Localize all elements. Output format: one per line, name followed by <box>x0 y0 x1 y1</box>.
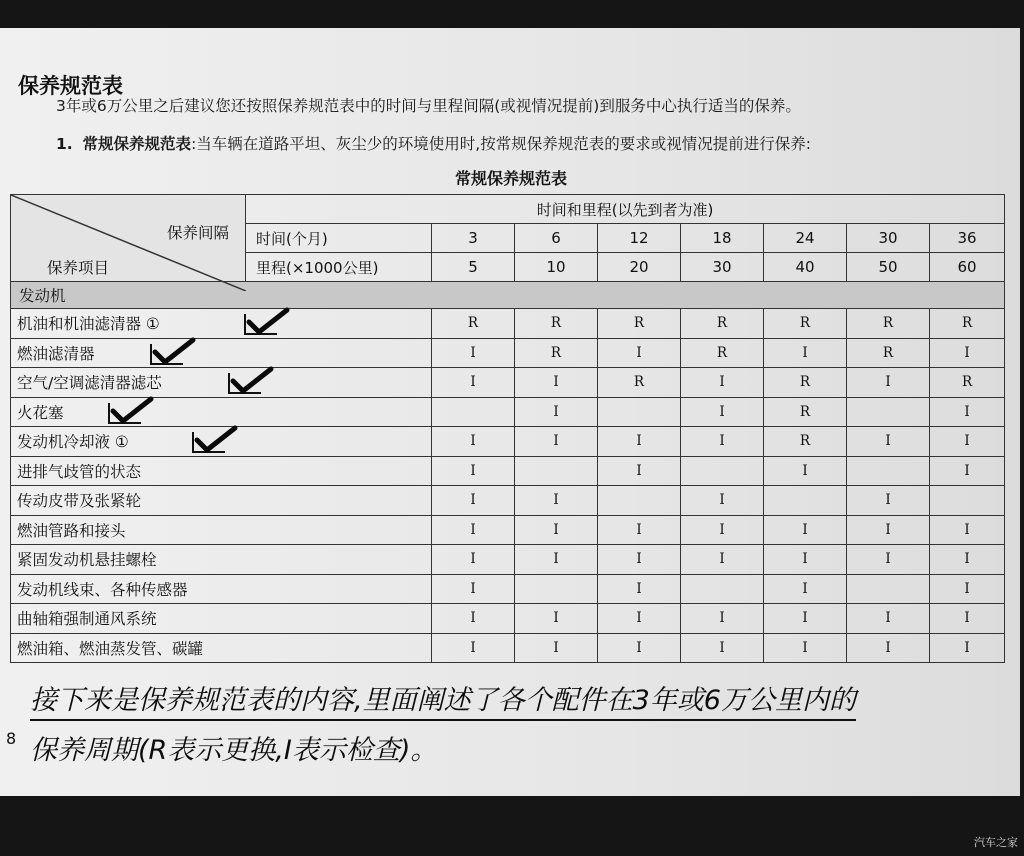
item-name <box>11 486 432 516</box>
interval-value: I <box>515 368 598 398</box>
mileage-header: 40 <box>764 253 847 282</box>
table-row <box>11 574 1005 604</box>
interval-value: I <box>764 338 847 368</box>
interval-value: I <box>681 397 764 427</box>
maintenance-table <box>10 194 1005 663</box>
month-header: 12 <box>598 224 681 253</box>
manual-page <box>0 28 1020 796</box>
item-name <box>11 338 432 368</box>
interval-value <box>764 486 847 516</box>
interval-value: I <box>764 574 847 604</box>
interval-value: I <box>681 604 764 634</box>
interval-value: I <box>432 574 515 604</box>
table-row <box>11 633 1005 663</box>
interval-value: R <box>681 338 764 368</box>
interval-value: I <box>515 545 598 575</box>
mileage-header: 10 <box>515 253 598 282</box>
intro-text: 3年或6万公里之后建议您还按照保养规范表中的时间与里程间隔(或视情况提前)到服务中心执行适当的保养。 <box>56 97 801 115</box>
interval-value: I <box>432 486 515 516</box>
table-row <box>11 515 1005 545</box>
interval-value: R <box>515 338 598 368</box>
interval-value: I <box>432 427 515 457</box>
interval-value: R <box>764 397 847 427</box>
interval-value: I <box>515 604 598 634</box>
interval-value: R <box>930 309 1005 339</box>
item-label: 发动机线束、各种传感器 <box>17 580 188 599</box>
item-label: 紧固发动机悬挂螺栓 <box>17 551 157 570</box>
interval-value: R <box>681 309 764 339</box>
table-row <box>11 338 1005 368</box>
item-name <box>11 368 432 398</box>
interval-value: I <box>847 604 930 634</box>
interval-value: I <box>598 456 681 486</box>
interval-value: I <box>432 456 515 486</box>
month-header: 24 <box>764 224 847 253</box>
interval-value <box>432 397 515 427</box>
interval-value: I <box>764 515 847 545</box>
watermark: 汽车之家 <box>974 836 1018 849</box>
interval-value <box>598 486 681 516</box>
item-name <box>11 515 432 545</box>
interval-value: I <box>847 515 930 545</box>
check-mark-icon <box>191 424 239 454</box>
item-label: 保养项目 <box>47 259 110 277</box>
section-number: 1. <box>56 135 73 153</box>
interval-value: I <box>432 604 515 634</box>
interval-value: R <box>764 427 847 457</box>
section-engine: 发动机 <box>11 282 1005 309</box>
item-label: 燃油箱、燃油蒸发管、碳罐 <box>17 639 204 658</box>
interval-value: I <box>847 486 930 516</box>
item-label: 曲轴箱强制通风系统 <box>17 610 157 629</box>
table-row <box>11 604 1005 634</box>
interval-value: I <box>764 633 847 663</box>
interval-value: R <box>764 368 847 398</box>
interval-value: I <box>515 427 598 457</box>
table-row <box>11 309 1005 339</box>
interval-value: I <box>515 397 598 427</box>
month-header: 3 <box>432 224 515 253</box>
table-row <box>11 545 1005 575</box>
item-label: 传动皮带及张紧轮 <box>17 492 142 511</box>
interval-value: I <box>681 545 764 575</box>
interval-value: I <box>847 427 930 457</box>
interval-value: I <box>681 633 764 663</box>
interval-value <box>930 486 1005 516</box>
mileage-label: 里程(×1000公里) <box>246 253 432 282</box>
item-name <box>11 633 432 663</box>
interval-value: I <box>598 338 681 368</box>
mileage-header: 60 <box>930 253 1005 282</box>
interval-value <box>847 397 930 427</box>
interval-value: I <box>930 545 1005 575</box>
item-label: 燃油滤清器 <box>17 344 95 363</box>
section-intro <box>56 132 811 154</box>
table-row <box>11 397 1005 427</box>
item-label: 发动机冷却液 ① <box>17 433 129 452</box>
interval-value: R <box>432 309 515 339</box>
interval-value: I <box>515 486 598 516</box>
annotation-line-2: 保养周期(R表示更换,I表示检查)。 <box>30 735 438 766</box>
interval-value: I <box>847 633 930 663</box>
month-header: 18 <box>681 224 764 253</box>
interval-label: 保养间隔 <box>166 224 229 242</box>
annotation-line-1: 接下来是保养规范表的内容,里面阐述了各个配件在3年或6万公里内的 <box>30 678 856 721</box>
item-name <box>11 397 432 427</box>
interval-value <box>598 397 681 427</box>
interval-value: I <box>598 574 681 604</box>
interval-value: I <box>930 604 1005 634</box>
interval-value: I <box>681 427 764 457</box>
interval-value: I <box>598 515 681 545</box>
item-label: 空气/空调滤清器滤芯 <box>17 374 162 393</box>
interval-value <box>681 456 764 486</box>
interval-value: I <box>598 427 681 457</box>
interval-value: I <box>930 515 1005 545</box>
interval-value: I <box>764 456 847 486</box>
table-row <box>11 486 1005 516</box>
check-mark-icon <box>107 395 155 425</box>
interval-value <box>847 574 930 604</box>
interval-value: I <box>930 456 1005 486</box>
interval-value: I <box>598 604 681 634</box>
table-title: 常规保养规范表 <box>455 169 568 188</box>
month-header: 6 <box>515 224 598 253</box>
interval-value: R <box>515 309 598 339</box>
interval-value: I <box>930 427 1005 457</box>
interval-value <box>847 456 930 486</box>
interval-value <box>515 574 598 604</box>
interval-value: I <box>598 633 681 663</box>
month-header: 30 <box>847 224 930 253</box>
interval-value <box>681 574 764 604</box>
item-name <box>11 545 432 575</box>
interval-value: R <box>847 309 930 339</box>
item-label: 机油和机油滤清器 ① <box>17 315 160 334</box>
interval-value: I <box>432 633 515 663</box>
check-mark-icon <box>149 336 197 366</box>
item-name <box>11 427 432 457</box>
interval-value <box>515 456 598 486</box>
interval-value: R <box>847 338 930 368</box>
interval-value: R <box>598 368 681 398</box>
interval-value: R <box>764 309 847 339</box>
diagonal-header-cell <box>11 195 246 282</box>
interval-value: I <box>432 545 515 575</box>
table-row <box>11 456 1005 486</box>
interval-value: I <box>847 545 930 575</box>
interval-value: I <box>681 515 764 545</box>
mileage-header: 30 <box>681 253 764 282</box>
interval-value: I <box>598 545 681 575</box>
item-label: 燃油管路和接头 <box>17 521 126 540</box>
interval-value: I <box>681 486 764 516</box>
table-row <box>11 368 1005 398</box>
interval-value: I <box>432 515 515 545</box>
section-text: :当车辆在道路平坦、灰尘少的环境使用时,按常规保养规范表的要求或视情况提前进行保养: <box>191 135 811 153</box>
month-header: 36 <box>930 224 1005 253</box>
interval-value: I <box>515 633 598 663</box>
item-name <box>11 574 432 604</box>
interval-value: I <box>930 633 1005 663</box>
item-name <box>11 309 432 339</box>
page-title: 保养规范表 <box>18 74 123 98</box>
item-label: 火花塞 <box>17 403 64 422</box>
interval-value: I <box>432 368 515 398</box>
interval-value: R <box>930 368 1005 398</box>
interval-value: I <box>432 338 515 368</box>
page-number: 8 <box>6 729 17 748</box>
mileage-header: 50 <box>847 253 930 282</box>
mileage-header: 5 <box>432 253 515 282</box>
interval-value: I <box>764 604 847 634</box>
interval-value: I <box>930 397 1005 427</box>
header-main: 时间和里程(以先到者为准) <box>246 195 1005 224</box>
interval-value: I <box>930 574 1005 604</box>
item-label: 进排气歧管的状态 <box>17 462 142 481</box>
table-row <box>11 427 1005 457</box>
item-name <box>11 456 432 486</box>
item-name <box>11 604 432 634</box>
check-mark-icon <box>243 306 291 336</box>
time-label: 时间(个月) <box>246 224 432 253</box>
interval-value: I <box>515 515 598 545</box>
interval-value: I <box>764 545 847 575</box>
mileage-header: 20 <box>598 253 681 282</box>
interval-value: I <box>847 368 930 398</box>
check-mark-icon <box>227 365 275 395</box>
interval-value: R <box>598 309 681 339</box>
section-heading: 常规保养规范表 <box>82 135 192 153</box>
interval-value: I <box>681 368 764 398</box>
interval-value: I <box>930 338 1005 368</box>
